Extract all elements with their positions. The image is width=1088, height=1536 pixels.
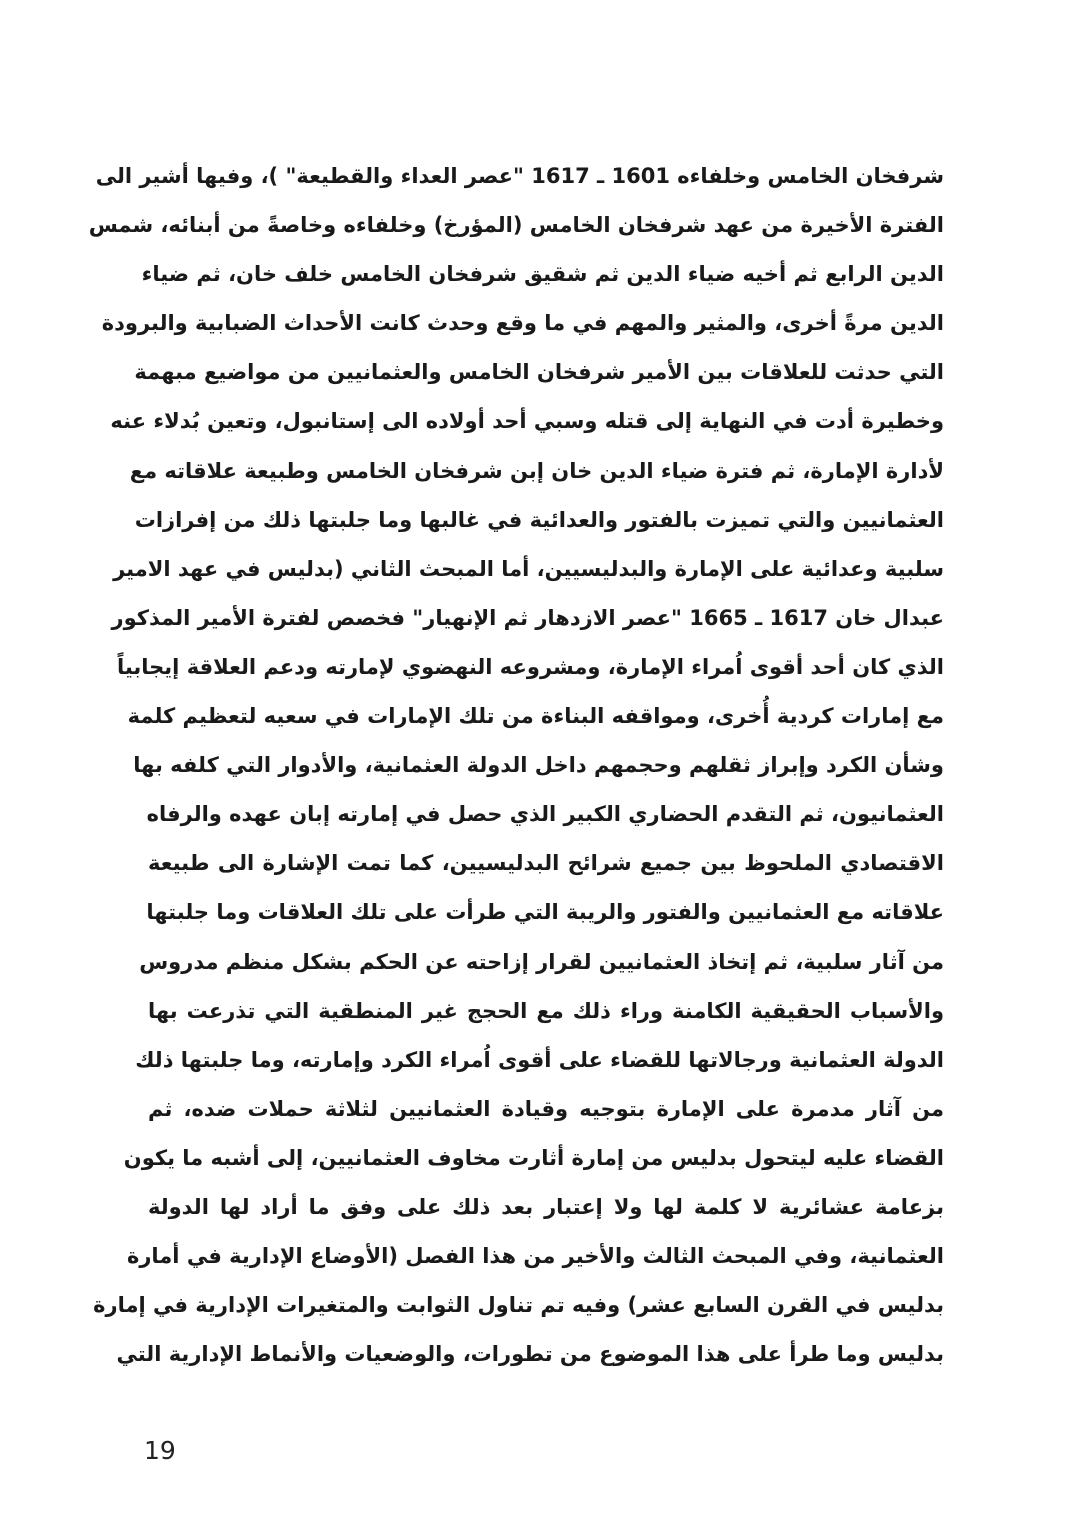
text-line: العثمانيون، ثم التقدم الحضاري الكبير الذي حصل في إمارته إبان عهده والرفاه bbox=[146, 802, 944, 827]
text-line: مع إمارات كردية أُخرى، ومواقفه البناءة من تلك الإمارات في سعيه لتعظيم كلمة bbox=[127, 704, 944, 729]
text-line: من آثار سلبية، ثم إتخاذ العثمانيين لقرار إزاحته عن الحكم بشكل منظم مدروس bbox=[139, 949, 944, 974]
text-line: سلبية وعدائية على الإمارة والبدليسيين، أما المبحث الثاني (بدليس في عهد الامير bbox=[113, 556, 944, 581]
text-line: وخطيرة أدت في النهاية إلى قتله وسبي أحد أولاده الى إستانبول، وتعين بُدلاء عنه bbox=[110, 409, 944, 434]
text-line: شرفخان الخامس وخلفاءه 1601 ـ 1617 "عصر العداء والقطيعة" )، وفيها أشير الى bbox=[95, 164, 944, 188]
text-line: الدين مرةً أخرى، والمثير والمهم في ما وقع وحدث كانت الأحداث الضبابية والبرودة bbox=[101, 311, 944, 336]
text-line: بدليس وما طرأ على هذا الموضوع من تطورات، والوضعيات والأنماط الإدارية التي bbox=[116, 1342, 944, 1367]
text-line: الدولة العثمانية ورجالاتها للقضاء على أقوى اُمراء الكرد وإمارته، وما جلبتها ذلك bbox=[135, 1047, 944, 1072]
text-line: الدين الرابع ثم أخيه ضياء الدين ثم شقيق شرفخان الخامس خلف خان، ثم ضياء bbox=[141, 262, 944, 287]
text-line: من آثار مدمرة على الإمارة بتوجيه وقيادة العثمانيين لثلاثة حملات ضده، ثم bbox=[148, 1096, 944, 1121]
text-line: لأدارة الإمارة، ثم فترة ضياء الدين خان إبن شرفخان الخامس وطبيعة علاقاته مع bbox=[129, 458, 944, 483]
text-line: والأسباب الحقيقية الكامنة وراء ذلك مع الحجج غير المنطقية التي تذرعت بها bbox=[148, 998, 944, 1023]
text-line: وشأن الكرد وإبراز ثقلهم وحجمهم داخل الدولة العثمانية، والأدوار التي كلفه بها bbox=[133, 753, 944, 778]
text-line: عبدال خان 1617 ـ 1665 "عصر الازدهار ثم الإنهيار" فخصص لفترة الأمير المذكور bbox=[111, 605, 944, 630]
text-line: العثمانيين والتي تميزت بالفتور والعدائية في غالبها وما جلبتها ذلك من إفرازات bbox=[134, 507, 944, 532]
text-line: بزعامة عشائرية لا كلمة لها ولا إعتبار بعد ذلك على وفق ما أراد لها الدولة bbox=[148, 1194, 944, 1219]
text-line: التي حدثت للعلاقات بين الأمير شرفخان الخامس والعثمانيين من مواضيع مبهمة bbox=[134, 360, 944, 385]
page-number: 19 bbox=[144, 1436, 176, 1465]
text-line: الذي كان أحد أقوى اُمراء الإمارة، ومشروعه النهضوي لإمارته ودعم العلاقة إيجابياً bbox=[116, 654, 944, 679]
text-line: الاقتصادي الملحوظ بين جميع شرائح البدليسيين، كما تمت الإشارة الى طبيعة bbox=[148, 851, 944, 876]
body-paragraph bbox=[88, 152, 944, 1379]
text-line: الفترة الأخيرة من عهد شرفخان الخامس (المؤرخ) وخلفاءه وخاصةً من أبنائه، شمس bbox=[88, 213, 944, 238]
text-line: علاقاته مع العثمانيين والفتور والريبة التي طرأت على تلك العلاقات وما جلبتها bbox=[146, 900, 944, 925]
text-line: بدليس في القرن السابع عشر) وفيه تم تناول الثوابت والمتغيرات الإدارية في إمارة bbox=[93, 1293, 944, 1318]
text-line: العثمانية، وفي المبحث الثالث والأخير من هذا الفصل (الأوضاع الإدارية في أمارة bbox=[126, 1244, 944, 1269]
text-line: القضاء عليه ليتحول بدليس من إمارة أثارت مخاوف العثمانيين، إلى أشبه ما يكون bbox=[123, 1145, 944, 1170]
